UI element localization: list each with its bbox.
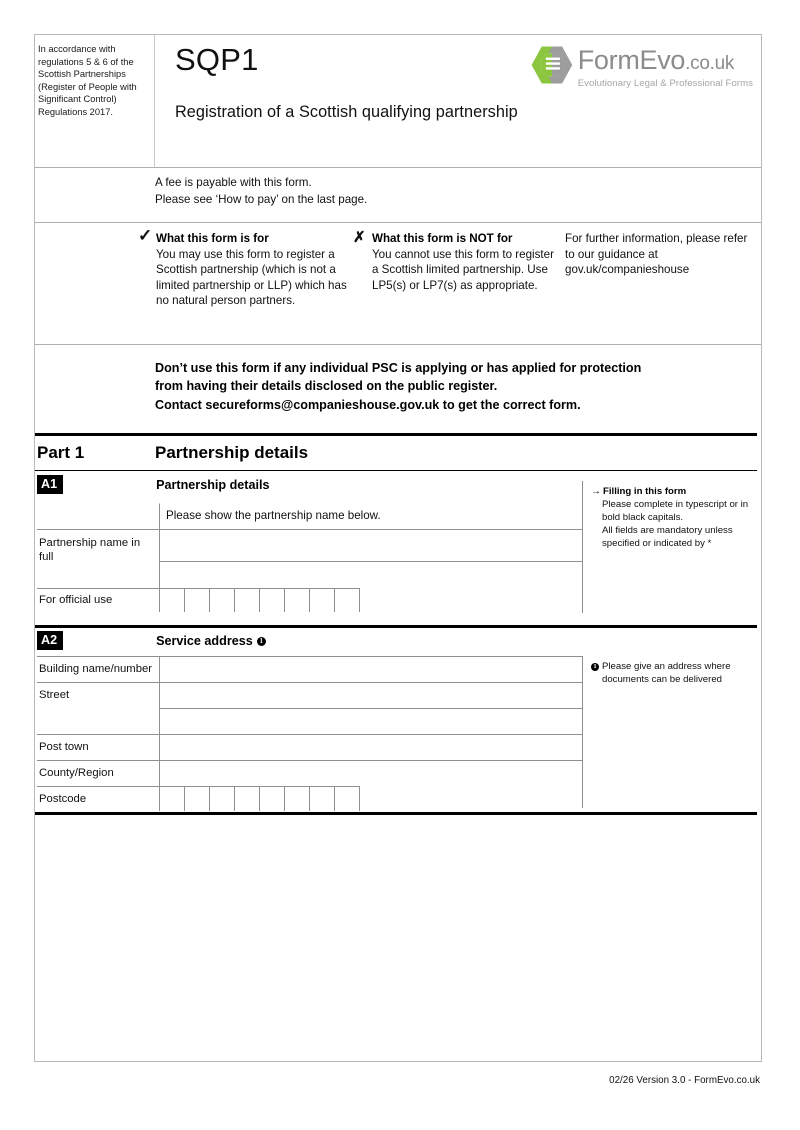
postcode-box[interactable]	[185, 786, 210, 811]
accordance-note: In accordance with regulations 5 & 6 of the Scottish Partnerships (Register of People with Significant Control) Regulations 2017.	[35, 35, 155, 167]
fee-note	[155, 175, 367, 208]
info-column-not-for-heading: What this form is NOT for	[372, 232, 513, 245]
formevo-logo	[530, 43, 753, 89]
section-a1-fields	[37, 503, 583, 612]
a2-county-row	[37, 760, 583, 786]
info-columns	[138, 226, 758, 309]
divider-fee	[35, 222, 761, 223]
section-a2-bar-top	[35, 625, 757, 628]
postcode-box[interactable]	[235, 786, 260, 811]
a2-posttown-row	[37, 734, 583, 760]
official-use-box[interactable]	[235, 588, 260, 612]
header-main	[155, 35, 761, 167]
logo-wordmark	[578, 45, 753, 79]
psc-warning-line-3: Contact secureforms@companieshouse.gov.uk to get the correct form.	[155, 397, 581, 412]
section-a2-header	[37, 631, 757, 650]
part-number: Part 1	[37, 443, 85, 462]
section-a2-fields	[37, 656, 583, 811]
street-input-line-2[interactable]	[159, 708, 583, 734]
section-a2-guidance	[582, 656, 762, 808]
divider-header	[35, 167, 761, 168]
postcode-box[interactable]	[210, 786, 235, 811]
arrow-right-icon: →	[591, 486, 601, 497]
a1-instruction-spacer	[37, 503, 159, 529]
info-column-for	[138, 226, 350, 309]
post-town-input[interactable]	[159, 734, 583, 760]
postcode-boxes[interactable]	[159, 786, 360, 811]
footer-version: 02/26 Version 3.0 - FormEvo.co.uk	[609, 1075, 760, 1086]
official-use-box[interactable]	[285, 588, 310, 612]
logo-domain-text: .co.uk	[685, 53, 735, 74]
a1-instruction-text: Please show the partnership name below.	[159, 503, 583, 529]
part-bar-bottom	[35, 470, 757, 471]
info-icon: 1	[257, 637, 266, 646]
info-column-not-for	[350, 231, 562, 309]
a2-guide-body-text-1: Please give an address where	[602, 661, 731, 672]
section-a2-bar-bottom	[35, 812, 757, 815]
county-region-input[interactable]	[159, 760, 583, 786]
info-column-for-heading: What this form is for	[156, 232, 269, 245]
part-title: Partnership details	[155, 443, 309, 462]
section-a1-guidance	[582, 481, 762, 613]
divider-columns	[35, 344, 761, 345]
logo-name-text: FormEvo	[577, 45, 686, 75]
a1-instruction-row	[37, 503, 583, 529]
official-use-box[interactable]	[210, 588, 235, 612]
info-column-for-body: You may use this form to register a Scottish partnership (which is not a limited partnership or LLP) which has no natural person partners.	[156, 247, 347, 307]
a1-guide-heading	[591, 485, 758, 498]
section-a2-title-text: Service address	[156, 633, 253, 648]
a2-building-label: Building name/number	[37, 656, 159, 682]
form-header	[35, 35, 761, 167]
postcode-box[interactable]	[335, 786, 360, 811]
a1-name-row-1	[37, 529, 583, 561]
part-bar-top	[35, 433, 757, 436]
a2-street-row-1	[37, 682, 583, 708]
a1-official-use-label: For official use	[37, 588, 159, 612]
psc-warning	[155, 359, 755, 414]
logo-text	[578, 43, 753, 89]
partnership-name-input-line-1[interactable]	[159, 529, 583, 561]
partnership-name-input-line-2[interactable]	[159, 561, 583, 588]
form-title: Registration of a Scottish qualifying partnership	[175, 103, 518, 121]
a1-name-label-cont	[37, 561, 159, 588]
formevo-hexagon-icon	[530, 43, 574, 87]
info-column-not-for-body: You cannot use this form to register a Scottish limited partnership. Use LP5(s) or LP7(s) as appropriate.	[372, 247, 554, 292]
info-icon: 1	[591, 663, 599, 671]
a1-name-row-2	[37, 561, 583, 588]
a2-county-label: County/Region	[37, 760, 159, 786]
postcode-box[interactable]	[160, 786, 185, 811]
logo-tagline: Evolutionary Legal & Professional Forms	[577, 78, 753, 89]
postcode-box[interactable]	[310, 786, 335, 811]
official-use-boxes[interactable]	[159, 588, 360, 612]
a2-guide-body-1	[591, 660, 758, 673]
form-code: SQP1	[175, 42, 259, 77]
postcode-box[interactable]	[260, 786, 285, 811]
official-use-box[interactable]	[185, 588, 210, 612]
official-use-box[interactable]	[335, 588, 360, 612]
section-a2-title	[156, 634, 266, 648]
fee-line-1: A fee is payable with this form.	[155, 176, 312, 189]
building-name-number-input[interactable]	[159, 656, 583, 682]
postcode-box[interactable]	[285, 786, 310, 811]
official-use-box[interactable]	[160, 588, 185, 612]
info-column-guidance-body: For further information, please refer to our guidance at gov.uk/companieshouse	[565, 232, 748, 276]
a2-street-row-2	[37, 708, 583, 734]
a2-building-row	[37, 656, 583, 682]
cross-icon: ✗	[353, 229, 366, 246]
official-use-box[interactable]	[260, 588, 285, 612]
a2-posttown-label: Post town	[37, 734, 159, 760]
fee-line-2: Please see ‘How to pay’ on the last page.	[155, 192, 368, 206]
a2-postcode-label: Postcode	[37, 786, 159, 811]
section-a2-badge: A2	[37, 631, 63, 650]
a1-guide-heading-text: Filling in this form	[603, 486, 687, 497]
a1-official-row	[37, 588, 583, 612]
psc-warning-line-2: from having their details disclosed on the public register.	[155, 379, 498, 394]
a1-guide-body-1: Please complete in typescript or in bold black capitals.	[602, 499, 749, 523]
a1-name-label: Partnership name in full	[37, 529, 159, 561]
part-header	[37, 443, 757, 463]
a2-postcode-row	[37, 786, 583, 811]
a1-guide-body-2: All fields are mandatory unless specified or indicated by *	[602, 525, 733, 549]
check-icon: ✓	[138, 226, 153, 245]
section-a1-title: Partnership details	[156, 477, 270, 492]
section-a1-badge: A1	[37, 475, 63, 494]
info-column-guidance	[562, 231, 748, 309]
a2-guide-body-2: documents can be delivered	[602, 674, 722, 685]
psc-warning-line-1: Don’t use this form if any individual PSC is applying or has applied for protection	[155, 361, 642, 375]
official-use-box[interactable]	[310, 588, 335, 612]
a2-street-label: Street	[37, 682, 159, 708]
a2-street-label-cont	[37, 708, 159, 734]
street-input-line-1[interactable]	[159, 682, 583, 708]
